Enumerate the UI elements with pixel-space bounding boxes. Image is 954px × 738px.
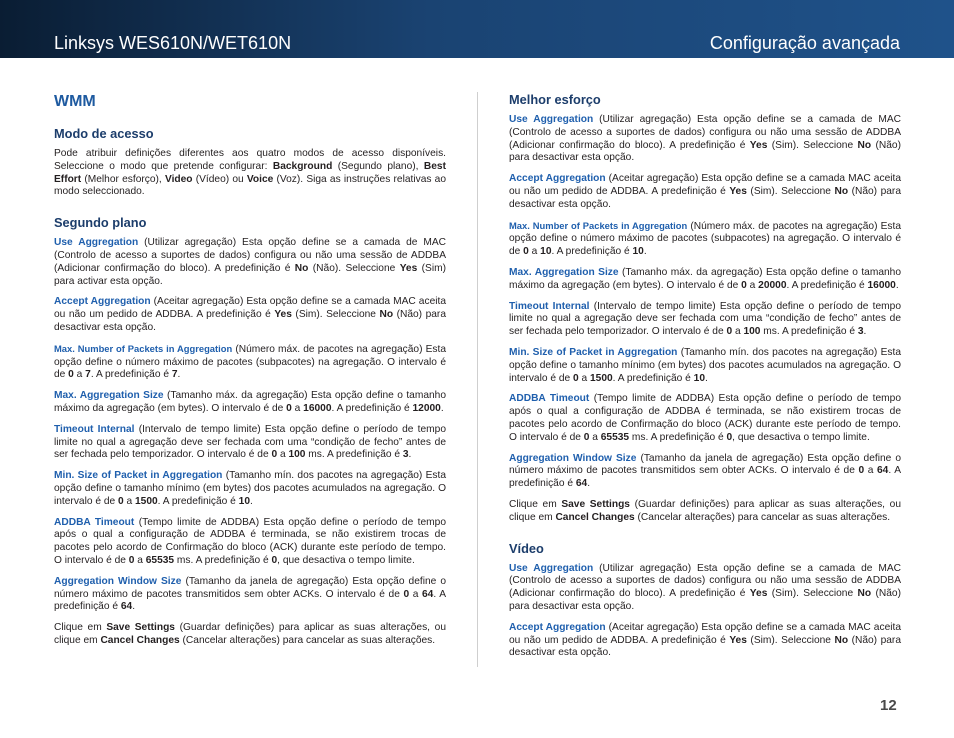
paragraph	[54, 390, 446, 416]
chapter-title: Configuração avançada	[709, 33, 900, 53]
paragraph	[54, 343, 446, 382]
page-number: 12	[880, 697, 897, 714]
emphasis: 12000	[412, 402, 441, 414]
emphasis: 65535	[145, 554, 175, 566]
emphasis: No	[834, 185, 849, 197]
text-run: (Sim). Seleccione	[746, 185, 835, 197]
text-run: a	[746, 279, 759, 291]
emphasis: Save Settings	[561, 498, 630, 510]
text-run: (Não). Seleccione	[308, 262, 400, 274]
emphasis: 10	[693, 372, 706, 384]
text-run: .	[863, 326, 867, 338]
text-run: , que desactiva o tempo limite.	[732, 431, 870, 443]
emphasis: Yes	[274, 309, 292, 321]
emphasis: 0	[583, 431, 590, 443]
emphasis: 0	[573, 372, 579, 384]
text-run: (Cancelar alterações) para cancelar as suas alterações.	[634, 511, 891, 523]
text-run: (Guardar definições) para aplicar as suas alterações, ou clique em	[54, 622, 446, 646]
option-term: Use Aggregation	[54, 237, 139, 249]
paragraph	[54, 424, 446, 462]
emphasis: Yes	[749, 588, 768, 600]
emphasis: No	[294, 262, 309, 274]
text-run: a	[864, 465, 877, 477]
option-term: ADDBA Timeout	[509, 393, 590, 405]
emphasis: 16000	[303, 402, 332, 414]
text-run: a	[589, 431, 601, 443]
text-run: Pode atribuir definições diferentes aos quatro modos de acesso disponíveis. Seleccione o modo que pretende configurar:	[54, 148, 446, 172]
option-term: Use Aggregation	[509, 114, 594, 125]
text-run: .	[408, 449, 412, 461]
paragraph	[509, 220, 901, 259]
text-run: (Tamanho mín. dos pacotes na agregação) Esta opção define o tamanho mínimo (em bytes) dos pacotes acumulados na agregação. O intervalo é de	[54, 470, 446, 507]
text-run: (Não) para desactivar esta opção.	[509, 634, 901, 659]
emphasis: 0	[403, 588, 410, 600]
text-run: (Melhor esforço),	[81, 173, 165, 185]
text-run: (Aceitar agregação) Esta opção define se a camada MAC aceita ou não um pedido de ADDBA. A predefinição é	[509, 173, 901, 197]
text-run: , que desactiva o tempo limite.	[277, 554, 415, 566]
text-run: .	[705, 372, 708, 384]
emphasis: 0	[271, 554, 278, 566]
emphasis: 0	[741, 279, 747, 291]
subheading: Vídeo	[509, 540, 544, 556]
text-run: .	[643, 246, 647, 258]
subheading: Segundo plano	[54, 215, 147, 231]
text-run: . A predefinição é	[612, 372, 694, 384]
emphasis: 100	[743, 326, 761, 338]
option-term: Max. Aggregation Size	[54, 390, 164, 402]
page-header	[0, 0, 954, 58]
emphasis: Background	[272, 160, 333, 172]
emphasis: 1500	[590, 372, 613, 384]
text-run: (Tempo limite de ADDBA) Esta opção define o período de tempo após o qual a configuração de ADDBA é terminada, se não existirem trocas de pacotes pelo acordo de Confirmação do bloco (ACK) durante este período de tempo. O intervalo é de	[54, 516, 446, 566]
emphasis: 0	[68, 369, 74, 381]
emphasis: Cancel Changes	[555, 511, 635, 523]
emphasis: Yes	[729, 634, 747, 646]
paragraph	[54, 517, 446, 568]
text-run: a	[528, 246, 541, 258]
paragraph	[54, 576, 446, 614]
emphasis: No	[379, 309, 394, 321]
text-run: ms. A predefinição é	[629, 431, 727, 443]
paragraph	[509, 301, 901, 339]
text-run: Clique em	[54, 622, 107, 634]
emphasis: 64	[421, 588, 434, 600]
option-term: ADDBA Timeout	[54, 516, 135, 528]
emphasis: Yes	[399, 262, 418, 274]
text-run: .	[440, 402, 444, 414]
emphasis: No	[857, 139, 872, 151]
emphasis: 20000	[758, 279, 787, 291]
text-run: (Intervalo de tempo limite) Esta opção define o período de tempo limite no qual a agregação deve ser fechada com uma “condição de fecho” antes de ser fechada pelo temporizador. O intervalo é de	[509, 300, 901, 338]
emphasis: Yes	[749, 139, 768, 151]
text-run: (Não) para desactivar esta opção.	[54, 309, 446, 333]
emphasis: 10	[238, 495, 251, 507]
paragraph	[509, 347, 901, 385]
emphasis: 64	[120, 601, 133, 613]
paragraph	[54, 148, 446, 199]
text-run: (Tamanho da janela de agregação) Esta opção define o número máximo de pacotes transmitidos sem obter ACKs. O intervalo é de	[54, 575, 446, 600]
section-title: WMM	[54, 93, 96, 110]
option-term: Max. Number of Packets in Aggregation	[54, 342, 233, 354]
emphasis: 64	[876, 465, 889, 477]
text-run: (Não) para desactivar esta opção.	[509, 139, 901, 164]
paragraph	[54, 296, 446, 334]
option-term: Accept Aggregation	[509, 173, 606, 185]
emphasis: 0	[726, 326, 733, 338]
option-term: Max. Number of Packets in Aggregation	[509, 219, 688, 231]
text-run: (Cancelar alterações) para cancelar as suas alterações.	[179, 634, 436, 646]
emphasis: 3	[402, 449, 409, 461]
option-term: Min. Size of Packet in Aggregation	[54, 470, 223, 482]
option-term: Accept Aggregation	[54, 296, 151, 308]
text-run: (Utilizar agregação) Esta opção define se a camada de MAC (Controlo de acesso a suportes de dados) configura ou não uma sessão de ADDBA (Adicionar confirmação do bloco). A predefinição é	[509, 562, 901, 600]
text-run: Clique em	[509, 498, 562, 510]
emphasis: 1500	[135, 495, 158, 507]
text-run: ms. A predefinição é	[305, 449, 403, 461]
text-run: (Não) para desactivar esta opção.	[509, 588, 901, 612]
paragraph	[509, 114, 901, 165]
emphasis: 65535	[600, 431, 630, 443]
text-run: . A predefinição é	[509, 465, 901, 490]
text-run: a	[277, 449, 289, 461]
text-run: (Número máx. de pacotes na agregação) Esta opção define o número máximo de pacotes (subpacotes) na agregação. O intervalo é de	[54, 343, 446, 381]
text-run: .	[587, 478, 591, 490]
paragraph	[509, 393, 901, 444]
option-term: Min. Size of Packet in Aggregation	[509, 346, 678, 358]
emphasis: 64	[575, 478, 588, 490]
text-run: a	[409, 588, 422, 600]
text-run: . A predefinição é	[157, 495, 239, 507]
option-term: Timeout Internal	[509, 300, 590, 312]
text-run: .	[132, 601, 136, 613]
column-divider	[477, 92, 478, 667]
paragraph	[509, 173, 901, 211]
option-term: Accept Aggregation	[509, 621, 606, 633]
emphasis: 16000	[867, 279, 896, 291]
subheading: Melhor esforço	[509, 92, 601, 107]
text-run: (Tempo limite de ADDBA) Esta opção define o período de tempo após o qual a configuração de ADDBA é terminada, se não existirem trocas de pacotes pelo acordo de Confirmação do bloco (ACK) durante este período de tempo. O intervalo é de	[509, 393, 901, 443]
paragraph	[509, 563, 901, 614]
paragraph	[509, 453, 901, 491]
option-term: Max. Aggregation Size	[509, 266, 619, 278]
text-run: .	[895, 279, 899, 291]
emphasis: 7	[171, 369, 178, 381]
emphasis: No	[834, 634, 849, 646]
text-run: a	[73, 369, 86, 381]
text-run: (Vídeo) ou	[192, 173, 247, 185]
text-run: a	[134, 554, 146, 566]
emphasis: 100	[288, 449, 306, 461]
emphasis: 0	[286, 402, 292, 414]
text-run: (Aceitar agregação) Esta opção define se a camada MAC aceita ou não um pedido de ADDBA. A predefinição é	[509, 621, 901, 646]
text-run: .	[250, 495, 253, 507]
emphasis: 7	[85, 369, 91, 381]
emphasis: 0	[523, 246, 529, 258]
emphasis: 0	[271, 449, 278, 461]
emphasis: 0	[128, 554, 135, 566]
text-run: (Número máx. de pacotes na agregação) Esta opção define o número máximo de pacotes (subpacotes) na agregação. O intervalo é de	[509, 220, 901, 258]
emphasis: Video	[164, 173, 193, 185]
text-run: . A predefinição é	[786, 279, 868, 291]
text-run: (Sim). Seleccione	[291, 309, 380, 321]
text-run: . A predefinição é	[90, 369, 172, 381]
text-run: (Não) para desactivar esta opção.	[509, 185, 901, 210]
text-run: (Tamanho mín. dos pacotes na agregação) Esta opção define o tamanho mínimo (em bytes) dos pacotes acumulados na agregação. O intervalo é de	[509, 346, 901, 384]
text-run: (Tamanho máx. da agregação) Esta opção define o tamanho máximo da agregação (em bytes). O intervalo é de	[54, 390, 447, 414]
text-run: (Segundo plano),	[332, 160, 424, 172]
text-run: ms. A predefinição é	[174, 554, 272, 566]
text-run: (Aceitar agregação) Esta opção define se a camada MAC aceita ou não um pedido de ADDBA. A predefinição é	[54, 296, 446, 321]
text-run: . A predefinição é	[54, 588, 446, 613]
emphasis: Save Settings	[106, 622, 175, 634]
text-run: .	[177, 369, 181, 381]
text-run: a	[291, 402, 304, 414]
text-run: (Guardar definições) para aplicar as suas alterações, ou clique em	[509, 498, 901, 523]
text-run: ms. A predefinição é	[760, 326, 858, 338]
text-run: (Sim) para activar esta opção.	[54, 262, 446, 287]
emphasis: 10	[540, 246, 552, 258]
text-run: . A predefinição é	[551, 246, 633, 258]
option-term: Aggregation Window Size	[54, 575, 182, 587]
emphasis: 10	[632, 246, 644, 258]
emphasis: 0	[726, 431, 733, 443]
text-run: (Sim). Seleccione	[767, 139, 858, 151]
paragraph	[54, 622, 446, 648]
emphasis: Best Effort	[54, 160, 446, 185]
emphasis: Cancel Changes	[100, 634, 180, 646]
text-run: a	[732, 326, 744, 338]
text-run: (Intervalo de tempo limite) Esta opção define o período de tempo limite no qual a agregação deve ser fechada com uma “condição de fecho” antes de ser fechada pelo temporizador. O intervalo é de	[54, 423, 446, 461]
option-term: Use Aggregation	[509, 562, 594, 574]
emphasis: No	[857, 588, 872, 600]
text-run: (Sim). Seleccione	[767, 588, 858, 600]
emphasis: 3	[857, 326, 864, 338]
text-run: a	[123, 495, 135, 507]
emphasis: 0	[118, 495, 124, 507]
left-column	[54, 92, 446, 656]
product-title: Linksys WES610N/WET610N	[54, 33, 292, 53]
subheading: Modo de acesso	[54, 126, 154, 141]
right-column	[509, 92, 901, 668]
paragraph	[509, 622, 901, 660]
option-term: Timeout Internal	[54, 423, 135, 435]
text-run: (Sim). Seleccione	[746, 634, 835, 646]
text-run: . A predefinição é	[331, 402, 413, 414]
paragraph	[54, 470, 446, 508]
text-run: (Tamanho máx. da agregação) Esta opção define o tamanho máximo da agregação (em bytes). O intervalo é de	[509, 266, 902, 291]
text-run: a	[578, 372, 590, 384]
text-run: (Voz). Siga as instruções relativas ao modo seleccionado.	[54, 173, 446, 198]
text-run: (Utilizar agregação) Esta opção define se a camada de MAC (Controlo de acesso a suportes de dados) configura ou não uma sessão de ADDBA (Adicionar confirmação do bloco). A predefinição é	[54, 237, 446, 274]
text-run: (Tamanho da janela de agregação) Esta opção define o número máximo de pacotes transmitidos sem obter ACKs. O intervalo é de	[509, 452, 901, 477]
option-term: Aggregation Window Size	[509, 452, 637, 464]
paragraph	[54, 237, 446, 288]
paragraph	[509, 499, 901, 525]
emphasis: Voice	[246, 173, 274, 185]
emphasis: Yes	[729, 185, 747, 197]
text-run: (Utilizar agregação) Esta opção define se a camada de MAC (Controlo de acesso a suportes de dados) configura ou não uma sessão de ADDBA (Adicionar confirmação do bloco). A predefinição é	[509, 114, 901, 151]
paragraph	[509, 267, 901, 293]
emphasis: 0	[858, 465, 865, 477]
